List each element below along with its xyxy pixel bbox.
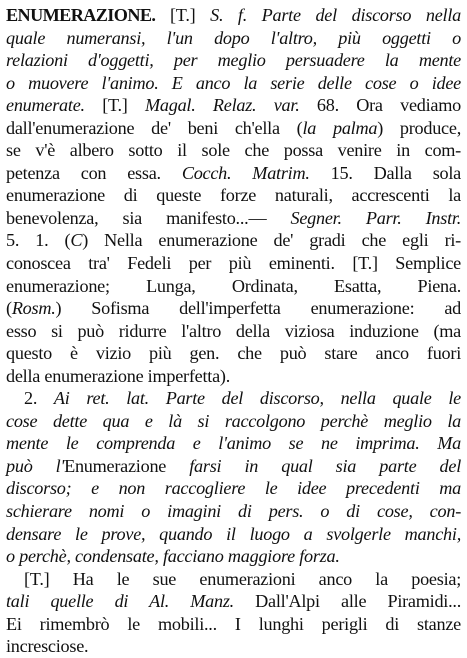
text-run: [T.] bbox=[155, 5, 211, 25]
text-line bbox=[6, 477, 461, 500]
text-line bbox=[6, 94, 461, 117]
italic-text: Rosm. bbox=[11, 298, 56, 319]
text-run: 68. Ora vediamo bbox=[299, 95, 461, 116]
text-line bbox=[6, 613, 461, 636]
italic-text: densare le prove, quando il luogo a svolgerle manchi, bbox=[6, 523, 461, 544]
text-run: enumerazione; Lunga, Ordinata, Esatta, Piena. bbox=[6, 275, 461, 296]
text-line bbox=[6, 342, 461, 365]
italic-text: Magal. Relaz. var. bbox=[144, 95, 300, 116]
text-line bbox=[6, 387, 461, 410]
italic-text: Ai ret. lat. Parte del discorso, nella quale le bbox=[53, 388, 462, 409]
text-run: Ei rimembrò le mobili... I lunghi perigli di stanze bbox=[6, 613, 461, 634]
text-line bbox=[6, 432, 461, 455]
italic-text: tali quelle di Al. Manz. bbox=[6, 591, 234, 612]
text-run: se v'è albero sotto il sole che possa venire in com- bbox=[6, 140, 461, 161]
text-run: incresciose. bbox=[6, 636, 89, 657]
text-run: enumerazione di queste forze naturali, accrescenti la bbox=[6, 185, 461, 206]
text-line bbox=[6, 229, 461, 252]
italic-text: C bbox=[70, 230, 83, 251]
text-line bbox=[6, 162, 461, 185]
text-run: questo è vizio più gen. che può stare anco fuori bbox=[6, 343, 461, 364]
italic-text: relazioni d'oggetti, per meglio persuadere la mente bbox=[6, 50, 461, 71]
text-run: Dall'Alpi alle Piramidi... bbox=[233, 591, 461, 612]
italic-text: o muovere l'animo. E anco la serie delle cose o idee bbox=[6, 72, 461, 93]
text-line bbox=[6, 4, 461, 27]
text-line bbox=[6, 207, 461, 230]
text-line bbox=[6, 568, 461, 591]
text-line bbox=[6, 320, 461, 343]
text-run: petenza con essa. bbox=[6, 162, 182, 183]
text-run: 5. 1. ( bbox=[6, 230, 71, 251]
text-run: ) produce, bbox=[377, 117, 461, 138]
italic-text: la palma bbox=[302, 117, 378, 138]
text-line bbox=[6, 117, 461, 140]
text-run: 15. Dalla sola bbox=[309, 162, 461, 183]
text-run: [T.] Ha le sue enumerazioni anco la poesia; bbox=[24, 568, 461, 589]
text-line bbox=[6, 297, 461, 320]
text-line bbox=[6, 635, 461, 658]
text-line bbox=[6, 590, 461, 613]
dictionary-entry bbox=[6, 4, 461, 658]
text-line bbox=[6, 72, 461, 95]
text-line bbox=[6, 184, 461, 207]
text-line bbox=[6, 365, 461, 388]
italic-text: S. f. Parte del discorso nella bbox=[210, 5, 462, 25]
italic-text: farsi in qual sia parte del bbox=[166, 455, 461, 476]
text-run: [T.] bbox=[84, 95, 145, 116]
text-line bbox=[6, 139, 461, 162]
text-run: conoscea tra' Fedeli per più eminenti. [T.] Semplice bbox=[6, 253, 461, 274]
text-line bbox=[6, 252, 461, 275]
text-run: della enumerazione imperfetta). bbox=[6, 365, 231, 386]
italic-text: enumerate. bbox=[6, 95, 85, 116]
italic-text: Cocch. Matrim. bbox=[181, 162, 310, 183]
text-line bbox=[6, 523, 461, 546]
text-run: Enumerazione bbox=[64, 455, 167, 476]
text-run: ( bbox=[6, 298, 12, 319]
text-run: dall'enumerazione de' beni ch'ella ( bbox=[6, 117, 303, 138]
headword: ENUMERAZIONE. bbox=[6, 5, 156, 25]
italic-text: o perchè, condensate, facciano maggiore forza. bbox=[6, 546, 340, 567]
italic-text: quale numeransi, l'un dopo l'altro, più oggetti o bbox=[6, 27, 461, 48]
italic-text: può l' bbox=[6, 455, 65, 476]
text-run: ) Sofisma dell'imperfetta enumerazione: ad bbox=[55, 298, 461, 319]
text-run: benevolenza, sia manifesto...— bbox=[6, 207, 291, 228]
text-line bbox=[6, 545, 461, 568]
text-line bbox=[6, 410, 461, 433]
italic-text: discorso; e non raccogliere le idee precedenti ma bbox=[6, 478, 461, 499]
text-line bbox=[6, 49, 461, 72]
text-run: ) Nella enumerazione de' gradi che egli ri- bbox=[82, 230, 461, 251]
text-run: esso si può ridurre l'altro della viziosa induzione (ma bbox=[6, 320, 461, 341]
italic-text: schierare nomi o imagini di pers. o di cose, con- bbox=[6, 501, 461, 522]
italic-text: cose dette qua e là si raccolgono perchè meglio la bbox=[6, 410, 461, 431]
text-line bbox=[6, 275, 461, 298]
text-run: 2. bbox=[24, 388, 54, 409]
italic-text: mente le comprenda e l'animo se ne imprima. Ma bbox=[6, 433, 461, 454]
text-line bbox=[6, 455, 461, 478]
italic-text: Segner. Parr. Instr. bbox=[290, 207, 461, 228]
text-line bbox=[6, 27, 461, 50]
text-line bbox=[6, 500, 461, 523]
